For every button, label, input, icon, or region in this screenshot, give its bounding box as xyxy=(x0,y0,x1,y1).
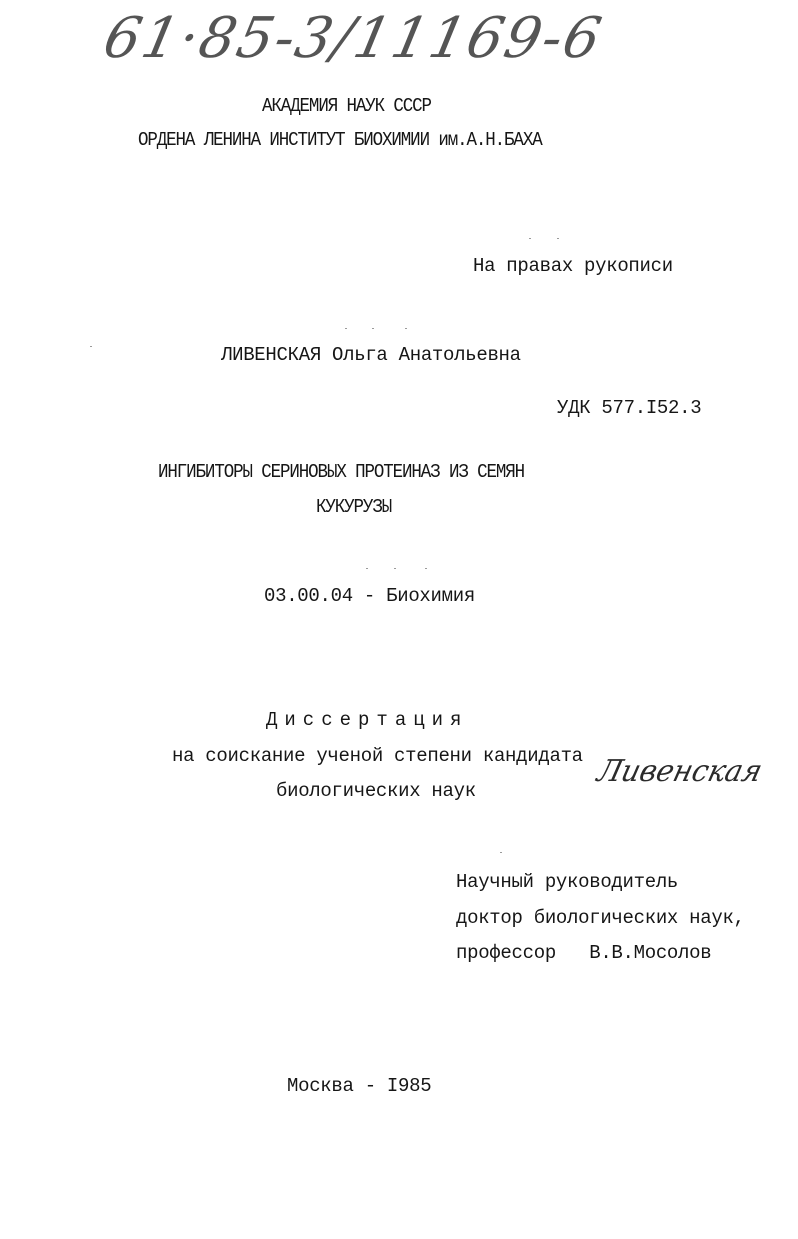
scan-speck xyxy=(557,238,559,239)
scan-speck xyxy=(366,568,368,569)
author-name: ЛИВЕНСКАЯ Ольга Анатольевна xyxy=(221,344,521,366)
supervisor-line-3: профессор В.В.Мосолов xyxy=(456,942,712,964)
institute-name: ОРДЕНА ЛЕНИНА ИНСТИТУТ БИОХИМИИ им.А.Н.БАХА xyxy=(138,129,542,151)
handwritten-archive-number: 61·85-3/11169-6 xyxy=(98,6,609,71)
supervisor-line-2: доктор биологических наук, xyxy=(456,907,745,929)
place-and-year: Москва - I985 xyxy=(287,1075,432,1097)
scan-speck xyxy=(372,328,374,329)
scan-speck xyxy=(500,852,502,853)
udc-code: УДК 577.I52.3 xyxy=(557,397,702,419)
author-signature: Ливенская xyxy=(593,754,766,789)
degree-line-1: на соискание ученой степени кандидата xyxy=(172,745,583,767)
scan-speck xyxy=(425,568,427,569)
academy-name: АКАДЕМИЯ НАУК СССР xyxy=(262,95,431,117)
dissertation-title-line-2: КУКУРУЗЫ xyxy=(316,496,392,518)
scan-speck xyxy=(394,568,396,569)
specialty-code: 03.00.04 - Биохимия xyxy=(264,585,475,607)
degree-line-2: биологических наук xyxy=(276,780,476,802)
work-type-heading: Диссертация xyxy=(266,709,469,731)
dissertation-title-line-1: ИНГИБИТОРЫ СЕРИНОВЫХ ПРОТЕИНАЗ ИЗ СЕМЯН xyxy=(158,461,525,483)
scan-speck xyxy=(405,328,407,329)
supervisor-line-1: Научный руководитель xyxy=(456,871,679,893)
scan-speck xyxy=(529,238,531,239)
scan-speck xyxy=(345,328,347,329)
manuscript-rights-note: На правах рукописи xyxy=(473,255,673,277)
scan-speck xyxy=(90,346,92,347)
